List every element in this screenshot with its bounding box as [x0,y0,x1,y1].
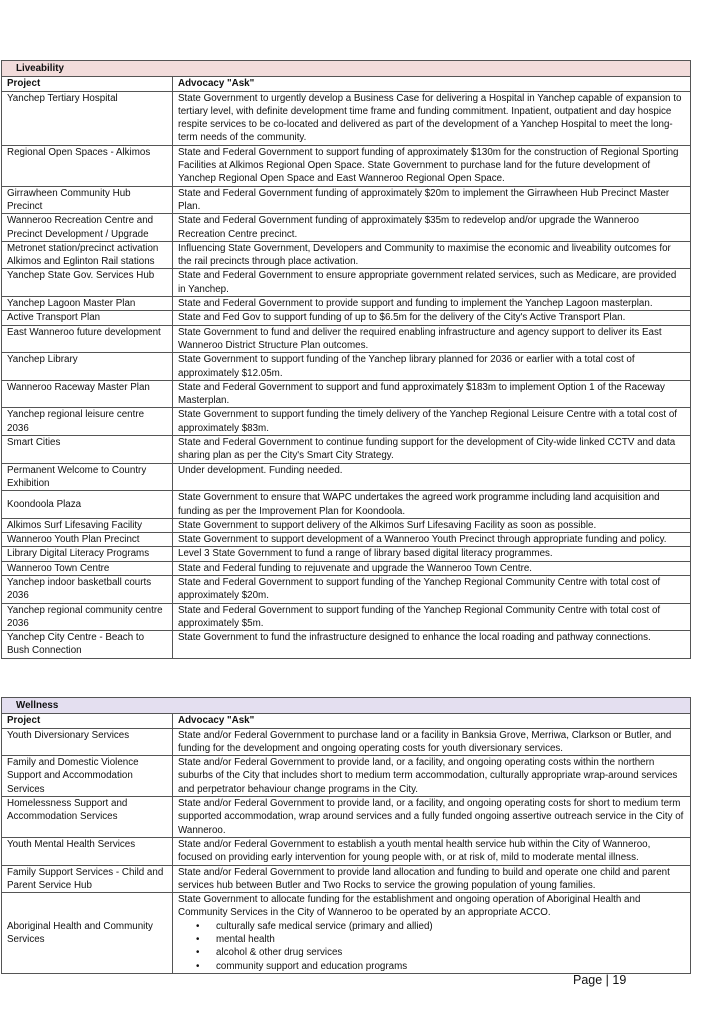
project-cell: Wanneroo Town Centre [2,561,173,575]
advocacy-ask-cell [173,756,691,797]
table-row [2,214,691,242]
bullet-item: • alcohol & other drug services [178,946,685,959]
table-row [2,311,691,325]
table-row [2,756,691,797]
liveability-column-headers [2,77,691,91]
advocacy-ask-cell [173,436,691,464]
table-row [2,575,691,603]
advocacy-ask-cell [173,145,691,186]
project-cell: Wanneroo Raceway Master Plan [2,380,173,408]
project-cell: East Wanneroo future development [2,325,173,353]
advocacy-ask-cell [173,797,691,838]
advocacy-ask-cell [173,408,691,436]
project-cell: Wanneroo Youth Plan Precinct [2,533,173,547]
project-cell: Wanneroo Recreation Centre and Precinct Development / Upgrade [2,214,173,242]
table-row [2,631,691,659]
wellness-section-header [2,698,691,714]
table-row [2,518,691,532]
table-row [2,297,691,311]
advocacy-ask-text: State and Federal Government funding of approximately $20m to implement the Girrawheen Hub Precinct Master Plan. [178,187,670,212]
advocacy-ask-cell [173,353,691,381]
table-row [2,353,691,381]
advocacy-ask-text: State and/or Federal Government to purchase land or a facility in Banksia Grove, Merriwa, Clarkson or Butler, and funding for the development and ongoing operating costs for youth diversionary services. [178,729,672,754]
advocacy-ask-text: Level 3 State Government to fund a range of library based digital literacy programmes. [178,548,553,560]
advocacy-ask-text: State Government to fund and deliver the required enabling infrastructure and agency support to deliver its East Wanneroo District Structure Plan outcomes. [178,326,662,351]
table-row [2,533,691,547]
advocacy-ask-cell [173,518,691,532]
table-row [2,436,691,464]
page-number: Page | 19 [573,973,627,987]
advocacy-ask-text: State and Fed Gov to support funding of up to $6.5m for the delivery of the City's Active Transport Plan. [178,312,626,324]
advocacy-ask-cell [173,575,691,603]
table-row [2,865,691,893]
advocacy-ask-cell [173,91,691,145]
project-cell: Koondoola Plaza [2,491,173,519]
advocacy-ask-text: State and Federal Government to continue funding support for the development of City-wide linked CCTV and data sharing plan as per the City's Smart City Strategy. [178,437,676,462]
project-cell: Yanchep regional leisure centre 2036 [2,408,173,436]
table-row [2,241,691,269]
advocacy-ask-cell [173,603,691,631]
project-cell: Youth Mental Health Services [2,837,173,865]
table-row [2,145,691,186]
table-row [2,797,691,838]
table-row [2,91,691,145]
advocacy-ask-text: State Government to support funding the timely delivery of the Yanchep Regional Leisure Centre with a total cost of approximately $83m. [178,409,678,434]
advocacy-ask-cell [173,631,691,659]
advocacy-ask-cell [173,491,691,519]
table-row [2,463,691,491]
table-row [2,728,691,756]
advocacy-ask-text: State Government to fund the infrastructure designed to enhance the local roading and pathway connections. [178,632,651,644]
column-header-ask: Advocacy "Ask" [173,77,691,91]
bullet-item: • mental health [178,933,685,946]
project-cell: Active Transport Plan [2,311,173,325]
column-header-ask: Advocacy "Ask" [173,714,691,728]
project-cell: Library Digital Literacy Programs [2,547,173,561]
project-cell: Smart Cities [2,436,173,464]
advocacy-ask-text: State and Federal Government to provide support and funding to implement the Yanchep Lagoon masterplan. [178,298,653,310]
advocacy-ask-cell [173,463,691,491]
advocacy-ask-cell [173,865,691,893]
table-row [2,408,691,436]
table-row [2,269,691,297]
project-cell: Aboriginal Health and Community Services [2,893,173,974]
advocacy-ask-text: State Government to ensure that WAPC undertakes the agreed work programme including land acquisition and funding as per the Improvement Plan for Koondoola. [178,492,660,517]
project-cell: Yanchep Tertiary Hospital [2,91,173,145]
advocacy-ask-text: State and Federal Government to ensure appropriate government related services, such as Medicare, are provided in Yanchep. [178,270,677,295]
advocacy-ask-text: State Government to support funding of the Yanchep library planned for 2036 or earlier with a total cost of approximately $12.05m. [178,354,635,379]
advocacy-ask-cell [173,297,691,311]
table-row [2,837,691,865]
project-cell: Yanchep City Centre - Beach to Bush Connection [2,631,173,659]
table-row [2,561,691,575]
liveability-section-header [2,61,691,77]
project-cell: Girrawheen Community Hub Precinct [2,186,173,214]
project-cell: Yanchep regional community centre 2036 [2,603,173,631]
advocacy-ask-cell [173,269,691,297]
advocacy-ask-text: Influencing State Government, Developers and Community to maximise the economic and liveability outcomes for the rail precincts through place activation. [178,242,671,268]
bullet-item: • culturally safe medical service (primary and allied) [178,920,685,933]
advocacy-ask-cell [173,837,691,865]
table-row [2,893,691,974]
bullet-list [178,920,685,973]
advocacy-ask-cell [173,547,691,561]
advocacy-ask-cell [173,241,691,269]
project-cell: Homelessness Support and Accommodation Services [2,797,173,838]
advocacy-ask-text: State Government to support development of a Wanneroo Youth Precinct through appropriate funding and policy. [178,534,667,546]
advocacy-ask-cell [173,214,691,242]
advocacy-ask-cell [173,561,691,575]
table-row [2,325,691,353]
project-cell: Metronet station/precinct activation Alkimos and Eglinton Rail stations [2,241,173,269]
project-cell: Youth Diversionary Services [2,728,173,756]
project-cell: Yanchep Lagoon Master Plan [2,297,173,311]
column-header-project: Project [2,714,173,728]
advocacy-ask-text: State and Federal Government to support funding of the Yanchep Regional Community Centre with total cost of approximately $5m. [178,604,661,629]
advocacy-ask-text: State and/or Federal Government to provide land allocation and funding to build and operate one child and parent services hub between Butler and Two Rocks to service the growing population of young families. [178,866,670,891]
advocacy-ask-text: State Government to allocate funding for the establishment and ongoing operation of Aboriginal Health and Community Services in the City of Wanneroo to be operated by an appropriate ACCO. [178,894,641,919]
project-cell: Yanchep indoor basketball courts 2036 [2,575,173,603]
advocacy-ask-cell [173,728,691,756]
advocacy-ask-text: State Government to urgently develop a Business Case for delivering a Hospital in Yanchep capable of expansion to tertiary level, with definite development time frame and funding commitment. Inpatient, outpatient and day hospice respite services to be co-located and delivered as part of the development of a Yanchep Hospital to meet the long-term needs of the community. [178,92,682,144]
advocacy-ask-text: State and/or Federal Government to provide land, or a facility, and ongoing operating costs for short to medium term supported accommodation, wrap around services and a fully funded ongoing assertive outreach service in the City of Wanneroo. [178,798,684,836]
table-row [2,186,691,214]
advocacy-ask-text: State and/or Federal Government to establish a youth mental health service hub within the City of Wanneroo, focused on providing early intervention for young people with, or at risk of, mild to moderate mental illness. [178,838,651,864]
advocacy-ask-cell [173,893,691,974]
wellness-table [1,697,691,974]
advocacy-ask-cell [173,380,691,408]
project-cell: Alkimos Surf Lifesaving Facility [2,518,173,532]
advocacy-ask-text: State and Federal Government to support funding of the Yanchep Regional Community Centre with total cost of approximately $20m. [178,576,661,602]
table-row [2,491,691,519]
project-cell: Yanchep State Gov. Services Hub [2,269,173,297]
wellness-column-headers [2,714,691,728]
table-row [2,547,691,561]
advocacy-ask-text: Under development. Funding needed. [178,464,343,476]
advocacy-ask-text: State and Federal funding to rejuvenate and upgrade the Wanneroo Town Centre. [178,562,533,574]
advocacy-ask-text: State and Federal Government to support and fund approximately $183m to implement Option 1 of the Raceway Masterplan. [178,381,665,407]
advocacy-ask-cell [173,325,691,353]
liveability-title: Liveability [2,61,691,77]
project-cell: Family and Domestic Violence Support and Accommodation Services [2,756,173,797]
advocacy-ask-text: State and Federal Government funding of approximately $35m to redevelop and/or upgrade the Wanneroo Recreation Centre precinct. [178,215,639,240]
advocacy-ask-text: State and Federal Government to support funding of approximately $130m for the construction of Regional Sporting Facilities at Alkimos Regional Open Space. State Government to purchase land for the future development of Yanchep Regional Open Space and East Wanneroo Regional Open Space. [178,146,679,185]
advocacy-ask-cell [173,533,691,547]
project-cell: Yanchep Library [2,353,173,381]
advocacy-ask-text: State and/or Federal Government to provide land, or a facility, and ongoing operating costs within the northern suburbs of the City that includes short to medium term accommodation, culturally appropriate wrap-around services and perpetrator behaviour change programs in the City. [178,757,678,795]
wellness-title: Wellness [2,698,691,714]
project-cell: Family Support Services - Child and Parent Service Hub [2,865,173,893]
table-row [2,380,691,408]
advocacy-ask-text: State Government to support delivery of the Alkimos Surf Lifesaving Facility as soon as possible. [178,519,597,531]
liveability-table [1,60,691,659]
advocacy-ask-cell [173,311,691,325]
bullet-item: • community support and education programs [178,960,685,973]
table-row [2,603,691,631]
project-cell: Regional Open Spaces - Alkimos [2,145,173,186]
advocacy-ask-cell [173,186,691,214]
project-cell: Permanent Welcome to Country Exhibition [2,463,173,491]
column-header-project: Project [2,77,173,91]
